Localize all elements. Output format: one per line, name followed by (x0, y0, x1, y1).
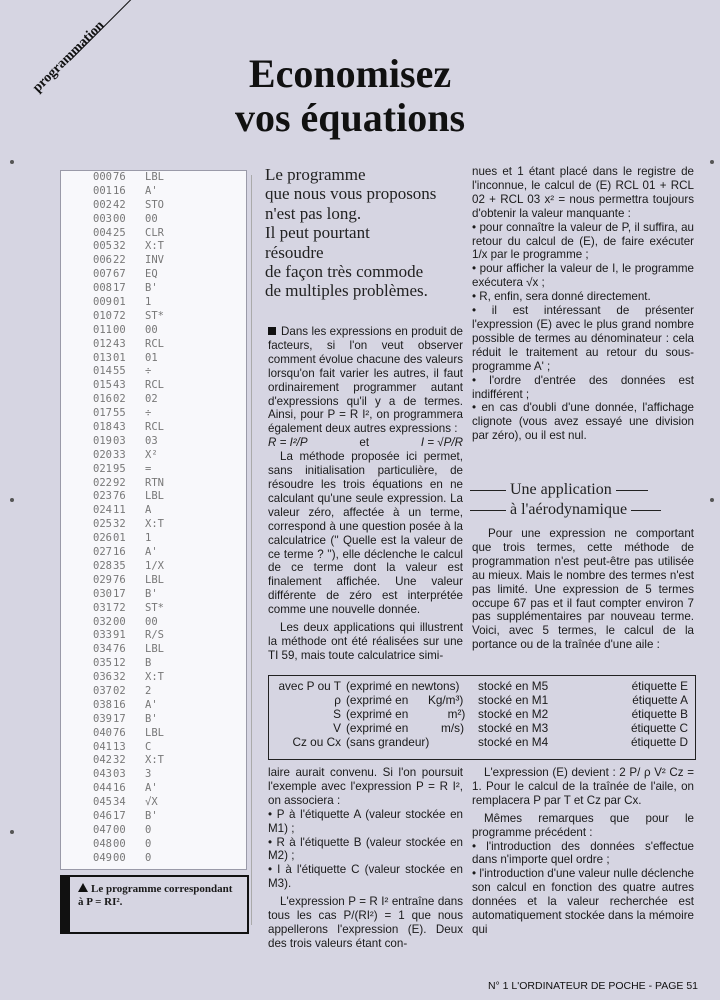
listing-code: 16 (113, 782, 126, 795)
listing-step: 043 (93, 768, 112, 781)
listing-key: CLR (145, 226, 164, 239)
table-cell: Cz ou Cx (292, 735, 341, 749)
listing-key: ST* (145, 309, 164, 322)
article-column-2 (472, 165, 694, 443)
listing-row (61, 727, 246, 741)
list-item: • l'introduction des données s'effectue dans n'importe quel ordre ; (472, 839, 694, 867)
list-item: • l'ordre d'entrée des données est indifférent ; (472, 373, 694, 401)
listing-step: 039 (93, 712, 112, 725)
listing-key: LBL (145, 573, 164, 586)
listing-step: 038 (93, 698, 112, 711)
subheading (470, 480, 695, 520)
listing-code: 16 (113, 698, 126, 711)
listing-step: 009 (93, 296, 112, 309)
listing-key: RCL (145, 379, 164, 392)
listing-code: 00 (113, 212, 126, 225)
table-cell: stocké en M5 (478, 679, 549, 693)
listing-code: 22 (113, 254, 126, 267)
listing-step: 000 (93, 171, 112, 183)
listing-code: 00 (113, 823, 126, 836)
listing-step: 026 (93, 532, 112, 545)
paragraph: nues et 1 étant placé dans le registre de l'inconnue, le calcul de (E) RCL 01 + RCL 02 + RCL 03 x² = nous permettra toujours d'obtenir la valeur manquante : (472, 165, 694, 220)
listing-row (61, 379, 246, 393)
listing-key: 0 (145, 823, 152, 836)
listing-step: 010 (93, 309, 112, 322)
binding-mark (710, 498, 714, 502)
listing-code: 67 (113, 268, 126, 281)
table-cell: étiquette D (630, 735, 688, 749)
listing-row (61, 810, 246, 824)
listing-step: 035 (93, 657, 112, 670)
listing-step: 033 (93, 629, 112, 642)
listing-code: 42 (113, 198, 126, 211)
listing-step: 023 (93, 490, 112, 503)
table-cell: stocké en M3 (478, 721, 549, 735)
table-cell: stocké en M1 (478, 693, 549, 707)
listing-code: 17 (113, 587, 126, 600)
listing-step: 001 (93, 184, 112, 197)
listing-code: 00 (113, 615, 126, 628)
listing-key: B' (145, 587, 158, 600)
table-cell: (exprimé en Kg/m³) (346, 693, 464, 707)
table-cell: stocké en M2 (478, 707, 549, 721)
listing-code: 91 (113, 629, 126, 642)
listing-key: RCL (145, 337, 164, 350)
listing-code: 16 (113, 184, 126, 197)
listing-row (61, 671, 246, 685)
list-item: • pour afficher la valeur de I, le programme exécutera √x ; (472, 262, 694, 290)
binding-mark (10, 830, 14, 834)
listing-code: 17 (113, 712, 126, 725)
listing-code: 25 (113, 226, 126, 239)
intro-line: que nous vous proposons (265, 184, 437, 204)
table-cell: étiquette B (631, 707, 688, 721)
listing-code: 34 (113, 796, 126, 809)
listing-row (61, 490, 246, 504)
listing-row (61, 699, 246, 713)
listing-key: A (145, 504, 152, 517)
table-cell: (sans grandeur) (346, 735, 430, 749)
listing-key: A' (145, 698, 158, 711)
table-row (269, 735, 695, 749)
listing-row (61, 324, 246, 338)
paragraph: Les deux applications qui illustrent la méthode ont été réalisées sur une TI 59, mais toute calculatrice simi- (268, 621, 463, 662)
listing-key: B (145, 657, 152, 670)
listing-key: A' (145, 546, 158, 559)
listing-row (61, 463, 246, 477)
table-row (269, 707, 695, 721)
listing-code: 55 (113, 407, 126, 420)
listing-step: 037 (93, 684, 112, 697)
listing-step: 006 (93, 254, 112, 267)
listing-code: 11 (113, 504, 126, 517)
caption-text: Le programme correspondant à P = RI². (78, 883, 233, 908)
square-bullet-icon (268, 327, 276, 335)
listing-key: 3 (145, 768, 152, 781)
listing-code: 03 (113, 768, 126, 781)
paragraph (268, 325, 463, 436)
listing-key: LBL (145, 490, 164, 503)
listing-row (61, 685, 246, 699)
paragraph: La méthode proposée ici permet, sans initialisation particulière, de résoudre les trois équations en ne calculant qu'une seule expression. La valeur zéro, affectée à un terme, correspond à une question posée à la calculatrice ('' Quelle est la valeur de ce terme ? ''), elle déclenche le calcul de ce terme dont la valeur est finalement affichée. Une valeur différente de zéro est interprétée comme une nouvelle donnée. (268, 450, 463, 617)
listing-code: 03 (113, 434, 126, 447)
listing-code: 00 (113, 323, 126, 336)
listing-row (61, 393, 246, 407)
listing-step: 032 (93, 615, 112, 628)
variables-table (268, 675, 696, 760)
listing-row (61, 532, 246, 546)
listing-code: 33 (113, 448, 126, 461)
paragraph-text: Dans les expressions en produit de facteurs, si l'on veut observer comment évolue chacune des valeurs lorsqu'on fait varier les autres, il faut ordinairement programmer autant d'expressions qu'il y a de termes. Ainsi, pour P = R I², on programmera également deux autres expressions : (268, 325, 463, 436)
listing-row (61, 352, 246, 366)
listing-key: EQ (145, 268, 158, 281)
paragraph: L'expression (E) devient : 2 P/ ρ V² Cz = 1. Pour le calcul de la traînée de l'aile, on remplacera P par T et Cz par Cx. (472, 766, 694, 807)
binding-mark (10, 498, 14, 502)
listing-step: 015 (93, 379, 112, 392)
page-footer: N° 1 L'ORDINATEUR DE POCHE - PAGE 51 (487, 980, 698, 992)
listing-step: 031 (93, 601, 112, 614)
listing-step: 008 (93, 282, 112, 295)
listing-key: RCL (145, 421, 164, 434)
article-column-2b (472, 527, 694, 652)
list-item: • I à l'étiquette C (valeur stockée en M3). (268, 863, 463, 891)
paragraph: laire aurait convenu. Si l'on poursuit l'exemple avec l'expression P = R I², on associera : (268, 766, 463, 807)
equation: I = √P/R (420, 436, 463, 450)
table-row (269, 679, 695, 693)
subheading-line-2: à l'aérodynamique (510, 501, 628, 518)
listing-row (61, 213, 246, 227)
listing-row (61, 546, 246, 560)
listing-code: 32 (113, 754, 126, 767)
listing-key: B' (145, 712, 158, 725)
table-row (269, 693, 695, 707)
listing-step: 022 (93, 476, 112, 489)
listing-step: 018 (93, 421, 112, 434)
listing-code: 76 (113, 643, 126, 656)
intro-line: de façon très commode (265, 262, 424, 282)
equation: R = I²/P (268, 436, 308, 450)
listing-code: 43 (113, 421, 126, 434)
listing-key: 0 (145, 837, 152, 850)
listing-code: 16 (113, 546, 126, 559)
equation-connector: et (359, 436, 370, 450)
section-tag: programmation (30, 18, 108, 96)
table-cell: (exprimé en newtons) (346, 679, 460, 693)
listing-step: 025 (93, 518, 112, 531)
list-item: • P à l'étiquette A (valeur stockée en M1) ; (268, 807, 463, 835)
program-listing (60, 170, 247, 870)
listing-code: 55 (113, 365, 126, 378)
listing-step: 002 (93, 198, 112, 211)
listing-code: 35 (113, 559, 126, 572)
listing-row (61, 629, 246, 643)
article-column-3 (268, 766, 463, 951)
listing-row (61, 643, 246, 657)
article-column-1 (268, 325, 463, 663)
intro-line: Le programme (265, 165, 366, 184)
listing-row (61, 282, 246, 296)
listing-step: 029 (93, 573, 112, 586)
listing-key: A' (145, 184, 158, 197)
intro-line: de multiples problèmes. (265, 281, 428, 301)
listing-row (61, 421, 246, 435)
binding-mark (710, 160, 714, 164)
listing-key: 01 (145, 351, 158, 364)
listing-key: 1 (145, 532, 152, 545)
listing-key: LBL (145, 171, 164, 183)
listing-step: 027 (93, 546, 112, 559)
table-cell: S (333, 707, 341, 721)
listing-key: ÷ (145, 365, 152, 378)
listing-code: 95 (113, 462, 126, 475)
listing-code: 92 (113, 476, 126, 489)
list-item: • R, enfin, sera donné directement. (472, 290, 651, 304)
listing-row (61, 838, 246, 852)
listing-row (61, 616, 246, 630)
listing-row (61, 782, 246, 796)
listing-key: X:T (145, 240, 164, 253)
article-column-4 (472, 766, 694, 937)
list-item: • l'introduction d'une valeur nulle déclenche son calcul en fonction des quatre autres données et la valeur recherchée est automatiquement stockée dans la mémoire qui (472, 867, 694, 936)
list-item: • il est intéressant de présenter l'expression (E) avec le plus grand nombre possible de termes au dénominateur : cela réduit le traitement au retour du sous-programme A' ; (472, 304, 694, 373)
table-cell: étiquette C (630, 721, 688, 735)
listing-row (61, 254, 246, 268)
listing-key: 00 (145, 615, 158, 628)
listing-code: 72 (113, 309, 126, 322)
column-divider (251, 175, 252, 925)
listing-code: 76 (113, 573, 126, 586)
listing-row (61, 449, 246, 463)
listing-key: ST* (145, 601, 164, 614)
intro-line: n'est pas long. (265, 203, 362, 223)
listing-step: 012 (93, 337, 112, 350)
listing-step: 034 (93, 643, 112, 656)
title-line-2: vos équations (234, 95, 466, 140)
listing-key: 00 (145, 212, 158, 225)
listing-row (61, 602, 246, 616)
listing-step: 024 (93, 504, 112, 517)
listing-key: LBL (145, 726, 164, 739)
listing-step: 041 (93, 740, 112, 753)
listing-key: √X (145, 796, 158, 809)
listing-step: 044 (93, 782, 112, 795)
listing-row (61, 713, 246, 727)
listing-key: 0 (145, 851, 152, 864)
listing-step: 019 (93, 434, 112, 447)
listing-code: 32 (113, 240, 126, 253)
listing-code: 00 (113, 851, 126, 864)
listing-key: INV (145, 254, 164, 267)
listing-key: 00 (145, 323, 158, 336)
listing-code: 01 (113, 532, 126, 545)
listing-step: 007 (93, 268, 112, 281)
listing-row (61, 477, 246, 491)
table-cell: étiquette A (632, 693, 688, 707)
listing-key: LBL (145, 643, 164, 656)
listing-step: 047 (93, 823, 112, 836)
listing-step: 020 (93, 448, 112, 461)
binding-mark (10, 160, 14, 164)
listing-row (61, 657, 246, 671)
page-title (200, 52, 500, 140)
list-item: • pour connaître la valeur de P, il suffira, au retour du calcul de (E), de faire exécuter 1/x par le programme ; (472, 220, 694, 262)
listing-row (61, 338, 246, 352)
listing-step: 049 (93, 851, 112, 864)
table-cell: (exprimé en m/s) (346, 721, 464, 735)
table-cell: stocké en M4 (478, 735, 549, 749)
listing-code: 32 (113, 518, 126, 531)
list-item: • en cas d'oubli d'une donnée, l'affichage clignote (vous avez essayé une division par zéro), ou il est nul. (472, 401, 694, 443)
listing-step: 021 (93, 462, 112, 475)
listing-step: 004 (93, 226, 112, 239)
listing-step: 011 (93, 323, 112, 336)
listing-row (61, 268, 246, 282)
listing-key: 2 (145, 684, 152, 697)
caption-bar (62, 877, 70, 932)
listing-step: 048 (93, 837, 112, 850)
listing-caption (60, 875, 249, 934)
listing-step: 005 (93, 240, 112, 253)
subheading-line-1: Une application (510, 481, 612, 498)
listing-key: C (145, 740, 152, 753)
listing-key: X:T (145, 671, 164, 684)
listing-code: 43 (113, 379, 126, 392)
paragraph: Pour une expression ne comportant que trois termes, cette méthode de programmation n'est peut-être pas utilisée au mieux. Mais le nombre des termes n'est pas limité. Une expression de 5 termes occupe 67 pas et il faut compter environ 7 pas supplémentaires par nouveau terme. Voici, avec 5 termes, le calcul de la portance ou de la traînée d'une aile : (472, 527, 694, 652)
listing-row (61, 227, 246, 241)
listing-code: 17 (113, 809, 126, 822)
listing-code: 00 (113, 837, 126, 850)
listing-step: 045 (93, 796, 112, 809)
listing-code: 76 (113, 490, 126, 503)
listing-row (61, 518, 246, 532)
listing-key: STO (145, 198, 164, 211)
listing-code: 17 (113, 282, 126, 295)
triangle-up-icon (78, 883, 88, 892)
list-item: • R à l'étiquette B (valeur stockée en M2) ; (268, 835, 463, 863)
table-cell: (exprimé en m²) (346, 707, 466, 721)
listing-row (61, 199, 246, 213)
table-cell: avec P ou T (278, 679, 341, 693)
listing-row (61, 796, 246, 810)
listing-key: X:T (145, 518, 164, 531)
listing-key: X² (145, 448, 158, 461)
listing-code: 76 (113, 726, 126, 739)
listing-code: 13 (113, 740, 126, 753)
listing-code: 43 (113, 337, 126, 350)
listing-step: 042 (93, 754, 112, 767)
listing-key: A' (145, 782, 158, 795)
intro-line: Il peut pourtant (265, 223, 370, 243)
listing-row (61, 741, 246, 755)
intro-line: résoudre (265, 242, 324, 262)
listing-key: B' (145, 809, 158, 822)
listing-step: 013 (93, 351, 112, 364)
listing-step: 036 (93, 671, 112, 684)
listing-key: B' (145, 282, 158, 295)
table-cell: V (333, 721, 341, 735)
listing-row (61, 365, 246, 379)
listing-row (61, 407, 246, 421)
listing-step: 030 (93, 587, 112, 600)
listing-row (61, 310, 246, 324)
listing-step: 017 (93, 407, 112, 420)
listing-key: 02 (145, 393, 158, 406)
listing-row (61, 504, 246, 518)
listing-row (61, 824, 246, 838)
listing-key: 1 (145, 296, 152, 309)
listing-code: 01 (113, 296, 126, 309)
table-cell: ρ (334, 693, 341, 707)
listing-row (61, 754, 246, 768)
listing-key: R/S (145, 629, 164, 642)
listing-code: 02 (113, 393, 126, 406)
listing-row (61, 852, 246, 866)
paragraph: L'expression P = R I² entraîne dans tous les cas P/(RI²) = 1 que nous appellerons l'expression (E). Deux des trois valeurs étant con- (268, 895, 463, 950)
equations-line (268, 436, 463, 450)
table-cell: étiquette E (631, 679, 688, 693)
intro-lead (265, 165, 455, 301)
listing-code: 32 (113, 671, 126, 684)
listing-key: ÷ (145, 407, 152, 420)
listing-key: = (145, 462, 152, 475)
listing-code: 76 (113, 171, 126, 183)
listing-step: 046 (93, 809, 112, 822)
listing-step: 028 (93, 559, 112, 572)
listing-step: 016 (93, 393, 112, 406)
listing-key: 03 (145, 434, 158, 447)
listing-step: 014 (93, 365, 112, 378)
listing-step: 003 (93, 212, 112, 225)
listing-key: RTN (145, 476, 164, 489)
listing-code: 72 (113, 601, 126, 614)
listing-row (61, 171, 246, 185)
listing-code: 01 (113, 351, 126, 364)
listing-row (61, 768, 246, 782)
table-row (269, 721, 695, 735)
listing-row (61, 240, 246, 254)
listing-code: 02 (113, 684, 126, 697)
listing-key: X:T (145, 754, 164, 767)
listing-row (61, 574, 246, 588)
listing-key: 1/X (145, 559, 164, 572)
title-line-1: Economisez (248, 51, 452, 96)
listing-row (61, 560, 246, 574)
listing-step: 040 (93, 726, 112, 739)
listing-row (61, 296, 246, 310)
listing-row (61, 435, 246, 449)
paragraph: Mêmes remarques que pour le programme précédent : (472, 811, 694, 839)
listing-code: 12 (113, 657, 126, 670)
listing-row (61, 185, 246, 199)
listing-row (61, 588, 246, 602)
